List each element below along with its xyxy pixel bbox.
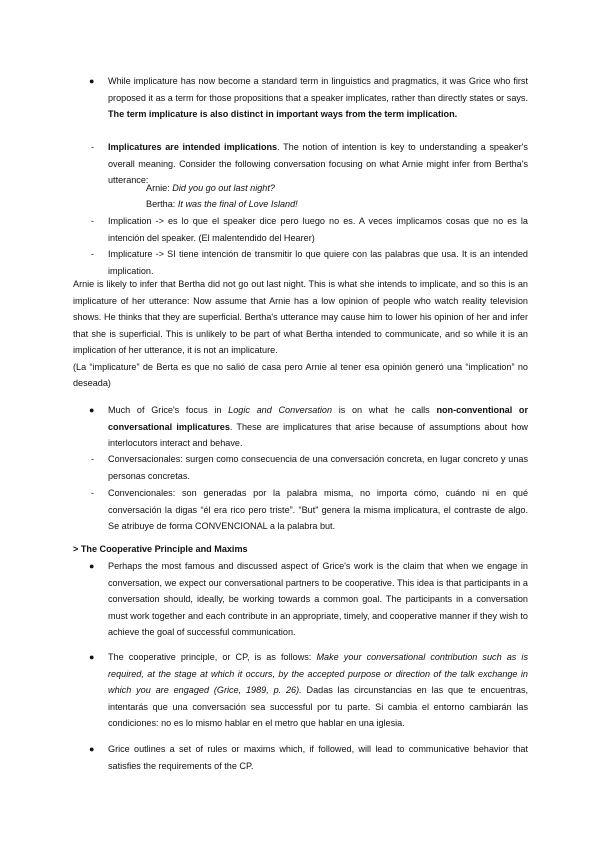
paragraph-arnie-bertha (73, 276, 528, 392)
dialog-arnie (146, 180, 275, 197)
section-heading: > The Cooperative Principle and Maxims (73, 544, 248, 554)
bullet-implicature-origin: While implicature has now become a standard term in linguistics and pragmatics, it was Grice who first proposed it as a term for those propositions that a speaker implicates, rather than directly states or says. The term implicature is also distinct in important ways from the term implication. (108, 76, 528, 119)
bullet-text: Grice outlines a set of rules or maxims which, if followed, will lead to communicative behavior that satisfies the requirements of the CP. (108, 744, 528, 771)
bullet-bold-text: The term implicature is also distinct in important ways from the term implication (108, 109, 455, 119)
paragraph-note: (La “implicature” de Berta es que no salió de casa pero Arnie al tener esa opinión generó una “implication” no deseada) (73, 361, 528, 388)
dash-implication-note (108, 213, 528, 246)
paragraph-text: Arnie is likely to infer that Bertha did not go out last night. This is what she intends to implicate, and so this is an implicature of her utterance: Now assume that Arnie has a low opinion of people who watch reality television shows. He thinks that they are superficial. Bertha's utterance may cause him to lower his opinion of her and infer that she is superficial. This is unlikely to be part of what Bertha intended to communicate, and so while it is an implication of her utterance, it is not an implicature. (73, 279, 528, 355)
dash-text: Convencionales: son generadas por la palabra misma, no importa cómo, cuándo ni en qué conversación la digas “él era rico pero triste”. “But” genera la misma implicatura, el contraste de algo. Se atribuye de forma CONVENCIONAL a la palabra but. (108, 488, 528, 531)
bullet-conversational-implicatures: Much of Grice's focus in Logic and Conversation is on what he calls non-conventional or conversational implicatures. These are implicatures that arise because of assumptions about how interlocutors interact and behave. (108, 405, 529, 448)
dash-text: Conversacionales: surgen como consecuencia de una conversación concreta, en lugar concreto y unas personas concretas. (108, 454, 528, 481)
bullet-bold-text: non-conventional or conversational implicatures (108, 405, 529, 432)
dash-marker: - (91, 488, 94, 498)
dialog-speaker: Arnie: (146, 183, 170, 193)
bullet-marker: ● (89, 744, 95, 754)
book-title: Logic and Conversation (228, 405, 333, 415)
dialog-bertha (146, 196, 298, 213)
dialog-line: It was the final of Love Island! (177, 199, 298, 209)
bullet-marker: ● (89, 405, 95, 415)
bullet-cooperative-claim (108, 558, 528, 641)
bullet-marker: ● (89, 76, 95, 86)
bullet-marker: ● (89, 652, 95, 662)
dash-text: Implication -> es lo que el speaker dice pero luego no es. A veces implicamos cosas que no es la intención del speaker. (El malentendido del Hearer) (108, 216, 528, 243)
dash-text: . The notion of intention is key to understanding a speaker's overall meaning. Consider the following conversation focusing on what Arnie might infer from Bertha's utterance: (108, 142, 528, 185)
dash-marker: - (91, 216, 94, 226)
bullet-cooperative-principle: The cooperative principle, or CP, is as follows: Make your conversational contribution such as is required, at the stage at which it occurs, by the accepted purpose or direction of the talk exchange in which you are engaged (Grice, 1989, p. 26). Dadas las circunstancias en las que te encuentras, intentarás que una conversación sea successful por tu parte. Si cambia el entorno cambiarán las condiciones: no es lo mismo hablar en el metro que hablar en una iglesia. (108, 652, 529, 728)
bullet-maxims (108, 741, 528, 774)
dialog-speaker: Bertha: (146, 199, 176, 209)
principle-quote: Make your conversational contribution such as is required, at the stage at which it occurs, by the accepted purpose or direction of the talk exchange in which you are engaged (Grice, 1989, p. 26). (108, 652, 529, 695)
bullet-text: Perhaps the most famous and discussed aspect of Grice's work is the claim that when we engage in conversation, we expect our conversational partners to be cooperative. This idea is that participants in a conversation should, ideally, be working towards a common goal. The participants in a conversation must work together and each contribute in an appropriate, timely, and cooperative manner if they wish to achieve the goal of successful communication. (108, 561, 528, 637)
dash-marker: - (91, 142, 94, 152)
bullet-text: While implicature has now become a standard term in linguistics and pragmatics, it was Grice who first proposed it as a term for those propositions that a speaker implicates, rather than directly states or says. (108, 76, 528, 103)
dash-bold-text: Implicatures are intended implications (108, 142, 278, 152)
bullet-marker: ● (89, 561, 95, 571)
dialog-line: Did you go out last night? (172, 183, 275, 193)
dash-conversacionales (108, 451, 528, 484)
dash-marker: - (91, 454, 94, 464)
dash-text: Implicature -> SI tiene intención de transmitir lo que quiere con las palabras que usa. It is an intended implication. (108, 249, 528, 276)
dash-implicature-note (108, 246, 528, 279)
dash-convencionales (108, 485, 528, 535)
dash-marker: - (91, 249, 94, 259)
